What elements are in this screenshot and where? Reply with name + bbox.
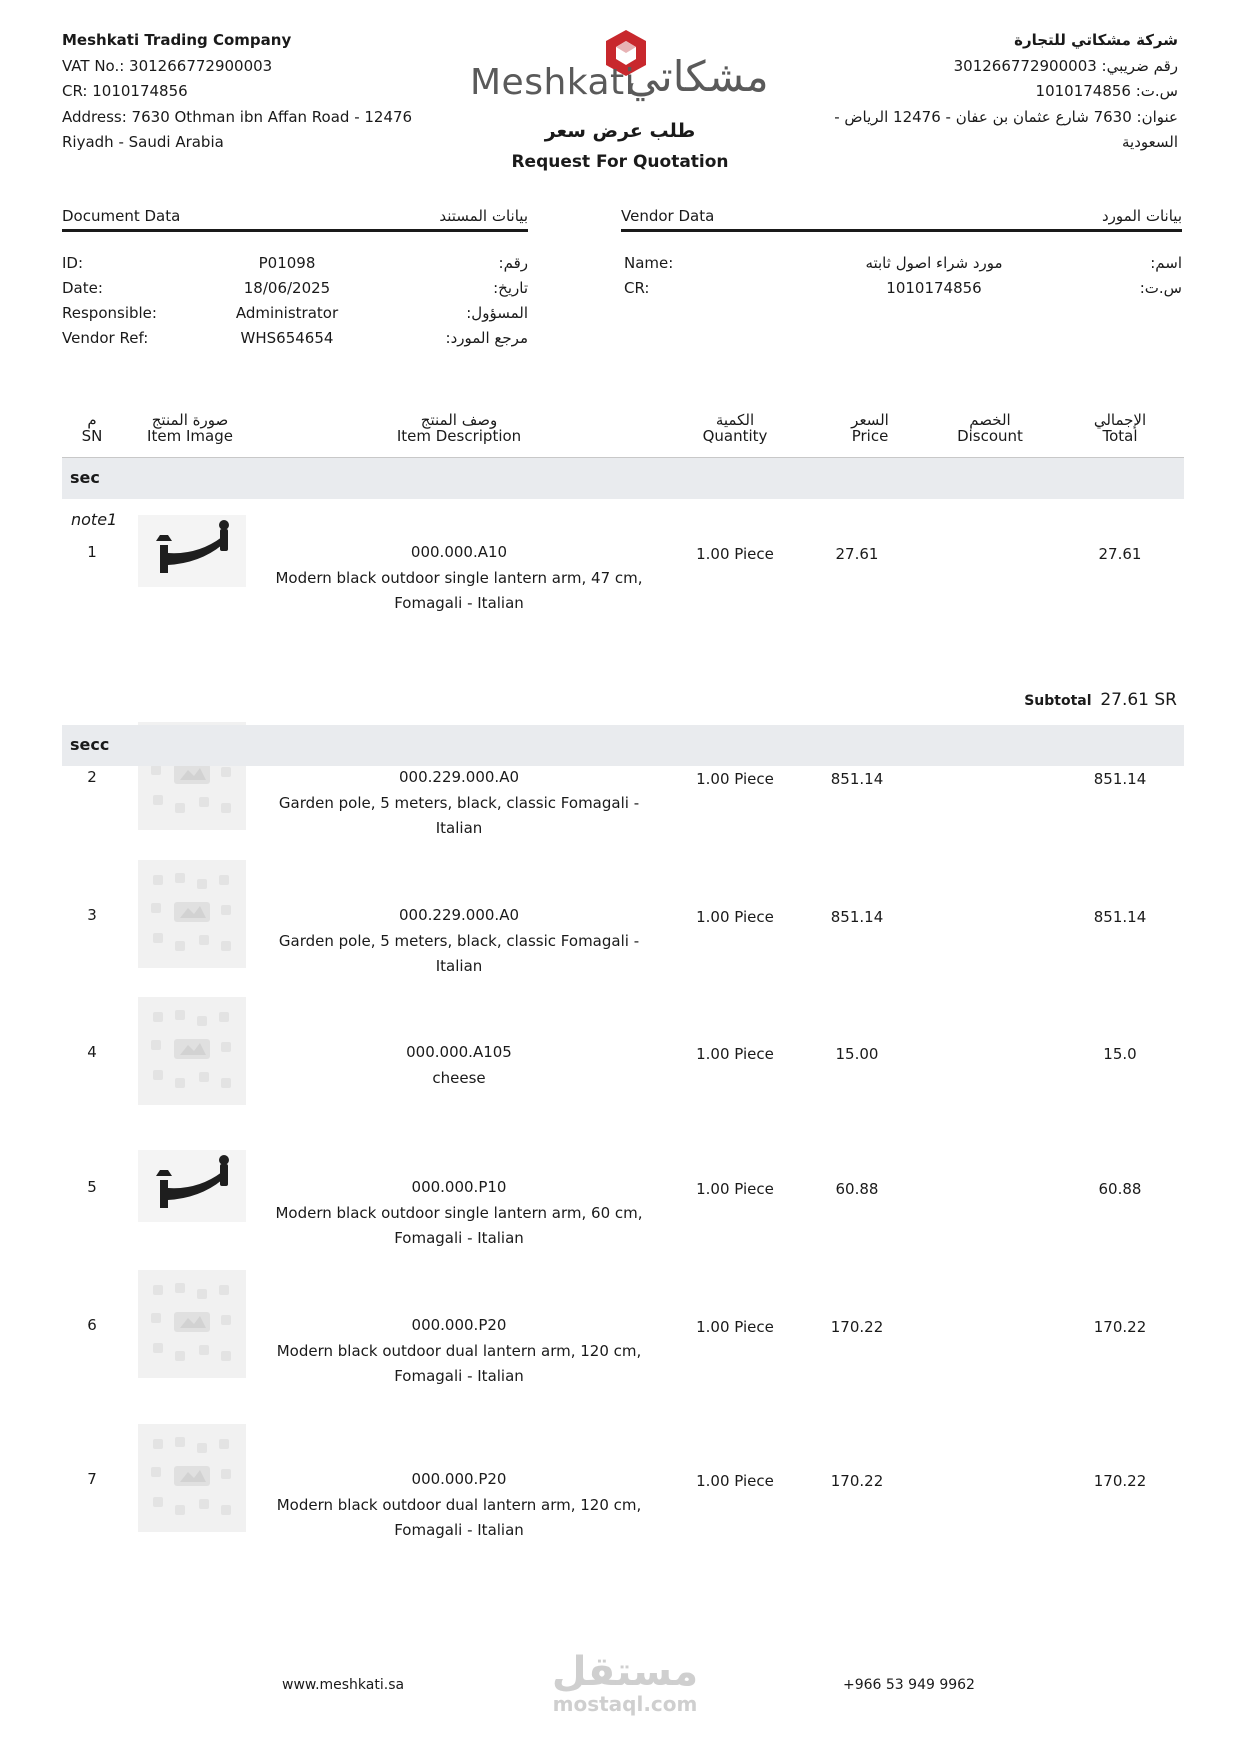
section-name: sec <box>70 468 100 487</box>
item-total: 170.22 <box>1093 1318 1147 1336</box>
item-code: 000.229.000.A0 <box>399 768 519 786</box>
company-vat-ar: رقم ضريبي: 301266772900003 <box>953 56 1178 75</box>
doc-label-ar: مرجع المورد: <box>445 329 528 347</box>
watermark-ar: مستقل <box>551 1649 699 1695</box>
column-header-ar: السعر <box>851 411 889 429</box>
item-description-line: Garden pole, 5 meters, black, classic Fomagali - <box>278 931 640 950</box>
item-description-line: Modern black outdoor single lantern arm, 47 cm, <box>275 568 643 587</box>
image-placeholder-icon <box>138 1424 246 1532</box>
item-price: 27.61 <box>835 545 879 563</box>
company-name-ar: شركة مشكاتي للتجارة <box>1014 31 1178 49</box>
item-price: 170.22 <box>830 1472 884 1490</box>
item-code: 000.000.A10 <box>410 543 508 561</box>
item-description-line: Garden pole, 5 meters, black, classic Fomagali - <box>278 793 640 812</box>
item-sn: 5 <box>87 1178 97 1196</box>
document-data-header <box>62 207 528 232</box>
item-price: 851.14 <box>830 908 884 926</box>
doc-label-en: ID: <box>62 254 84 272</box>
column-header-quantity <box>680 412 790 444</box>
column-header-ar: م <box>87 411 97 429</box>
doc-row-vendor-ref <box>62 329 528 351</box>
section-row <box>62 725 1184 766</box>
company-cr-en: CR: 1010174856 <box>62 82 188 100</box>
item-code: 000.000.P20 <box>411 1470 507 1488</box>
company-address-en: Address: 7630 Othman ibn Affan Road - 12476 <box>62 107 413 126</box>
column-header-ar: الكمية <box>715 411 755 429</box>
vendor-value: مورد شراء اصول ثابته <box>865 254 1003 272</box>
subtotal-label: Subtotal <box>1024 693 1092 709</box>
doc-row-responsible <box>62 304 528 326</box>
vendor-data-title-ar: بيانات المورد <box>1102 207 1182 225</box>
column-header-en: Total <box>1102 427 1138 445</box>
document-data-table <box>62 254 528 354</box>
watermark <box>545 1650 705 1714</box>
item-total: 851.14 <box>1093 908 1147 926</box>
column-header-en: Item Image <box>147 427 233 445</box>
item-total: 60.88 <box>1098 1180 1142 1198</box>
watermark-en: mostaql.com <box>552 1692 698 1716</box>
logo-text-en: Meshkati <box>470 62 636 103</box>
company-address-ar: عنوان: 7630 شارع عثمان بن عفان - 12476 الرياض - السعودية <box>834 107 1178 151</box>
vendor-label-ar: س.ت: <box>1139 279 1182 297</box>
item-price: 15.00 <box>835 1045 879 1063</box>
column-header-ar: صورة المنتج <box>151 411 229 429</box>
vendor-row-cr <box>624 279 1182 301</box>
column-header-en: Quantity <box>702 427 768 445</box>
column-header-description <box>334 412 584 444</box>
image-placeholder-icon <box>138 1270 246 1378</box>
column-header-ar: وصف المنتج <box>420 411 498 429</box>
lantern-arm-image <box>138 1150 246 1222</box>
vendor-data-title-en: Vendor Data <box>621 207 715 225</box>
item-code: 000.000.P10 <box>411 1178 507 1196</box>
doc-label-ar: المسؤول: <box>466 304 528 322</box>
column-header-ar: الخصم <box>969 411 1011 429</box>
item-total: 851.14 <box>1093 770 1147 788</box>
item-quantity: 1.00 Piece <box>696 908 774 926</box>
column-header-discount <box>930 412 1050 444</box>
item-sn: 2 <box>87 768 97 786</box>
subtotal-line <box>1024 690 1177 710</box>
item-description-line: Modern black outdoor dual lantern arm, 120 cm, <box>276 1495 642 1514</box>
column-header-image <box>130 412 250 444</box>
column-header-en: Discount <box>957 427 1023 445</box>
item-quantity: 1.00 Piece <box>696 545 774 563</box>
column-header-price <box>815 412 925 444</box>
item-description-line: Modern black outdoor dual lantern arm, 120 cm, <box>276 1341 642 1360</box>
item-price: 851.14 <box>830 770 884 788</box>
item-description-line: Fomagali - Italian <box>394 594 524 612</box>
column-header-total <box>1060 412 1180 444</box>
doc-value: P01098 <box>258 254 316 272</box>
doc-value: Administrator <box>235 304 339 322</box>
document-title-ar: طلب عرض سعر <box>544 120 696 142</box>
vendor-row-name <box>624 254 1182 276</box>
document-data-title-en: Document Data <box>62 207 181 225</box>
vendor-label-en: Name: <box>624 254 674 272</box>
item-description-line: Italian <box>435 819 483 837</box>
doc-value: 18/06/2025 <box>243 279 331 297</box>
doc-label-ar: تاريخ: <box>493 279 528 297</box>
item-description <box>274 540 644 617</box>
item-description <box>274 765 644 842</box>
footer-phone: +966 53 949 9962 <box>843 1677 975 1693</box>
company-vat-en: VAT No.: 301266772900003 <box>62 56 273 75</box>
item-description-line: cheese <box>432 1068 486 1087</box>
doc-label-en: Date: <box>62 279 103 297</box>
item-code: 000.000.A105 <box>406 1043 512 1061</box>
column-header-en: SN <box>81 427 103 445</box>
doc-value: WHS654654 <box>240 329 334 347</box>
item-description-line: Fomagali - Italian <box>394 1521 524 1539</box>
item-description-line: Modern black outdoor single lantern arm, 60 cm, <box>275 1203 643 1222</box>
vendor-value: 1010174856 <box>886 279 982 297</box>
item-quantity: 1.00 Piece <box>696 770 774 788</box>
lantern-arm-image <box>138 515 246 587</box>
item-description <box>274 1313 644 1390</box>
item-description <box>274 903 644 980</box>
column-header-en: Item Description <box>396 427 522 445</box>
image-placeholder-icon <box>138 997 246 1105</box>
column-header-sn <box>62 412 122 444</box>
doc-label-en: Responsible: <box>62 304 157 322</box>
item-price: 170.22 <box>830 1318 884 1336</box>
item-description <box>274 1040 644 1091</box>
item-quantity: 1.00 Piece <box>696 1318 774 1336</box>
item-quantity: 1.00 Piece <box>696 1045 774 1063</box>
item-quantity: 1.00 Piece <box>696 1472 774 1490</box>
doc-row-date <box>62 279 528 301</box>
document-title-en: Request For Quotation <box>511 152 729 172</box>
company-city-en: Riyadh - Saudi Arabia <box>62 133 224 151</box>
document-data-title-ar: بيانات المستند <box>439 207 528 225</box>
item-description-line: Italian <box>435 957 483 975</box>
vendor-data-table <box>624 254 1182 304</box>
subtotal-value: 27.61 SR <box>1100 690 1177 710</box>
item-total: 15.0 <box>1103 1045 1137 1063</box>
item-sn: 6 <box>87 1316 97 1334</box>
vendor-data-header <box>621 207 1182 232</box>
item-price: 60.88 <box>835 1180 879 1198</box>
doc-label-ar: رقم: <box>498 254 528 272</box>
doc-row-id <box>62 254 528 276</box>
section-row <box>62 458 1184 499</box>
item-description <box>274 1175 644 1252</box>
column-header-en: Price <box>851 427 889 445</box>
item-sn: 1 <box>87 543 97 561</box>
item-quantity: 1.00 Piece <box>696 1180 774 1198</box>
item-description-line: Fomagali - Italian <box>394 1229 524 1247</box>
image-placeholder-icon <box>138 860 246 968</box>
column-header-ar: الإجمالي <box>1093 411 1147 429</box>
item-description-line: Fomagali - Italian <box>394 1367 524 1385</box>
item-sn: 4 <box>87 1043 97 1061</box>
footer-website: www.meshkati.sa <box>282 1677 405 1693</box>
section-note: note1 <box>71 510 118 529</box>
item-code: 000.229.000.A0 <box>399 906 519 924</box>
logo-text-ar: مشكاتي <box>626 52 769 101</box>
company-name-en: Meshkati Trading Company <box>62 31 292 49</box>
company-cr-ar: س.ت: 1010174856 <box>1035 82 1178 100</box>
vendor-label-ar: اسم: <box>1150 254 1182 272</box>
section-name: secc <box>70 735 110 754</box>
item-sn: 3 <box>87 906 97 924</box>
item-total: 27.61 <box>1098 545 1142 563</box>
vendor-label-en: CR: <box>624 279 650 297</box>
item-total: 170.22 <box>1093 1472 1147 1490</box>
item-description <box>274 1467 644 1544</box>
item-code: 000.000.P20 <box>411 1316 507 1334</box>
doc-label-en: Vendor Ref: <box>62 329 149 347</box>
item-sn: 7 <box>87 1470 97 1488</box>
